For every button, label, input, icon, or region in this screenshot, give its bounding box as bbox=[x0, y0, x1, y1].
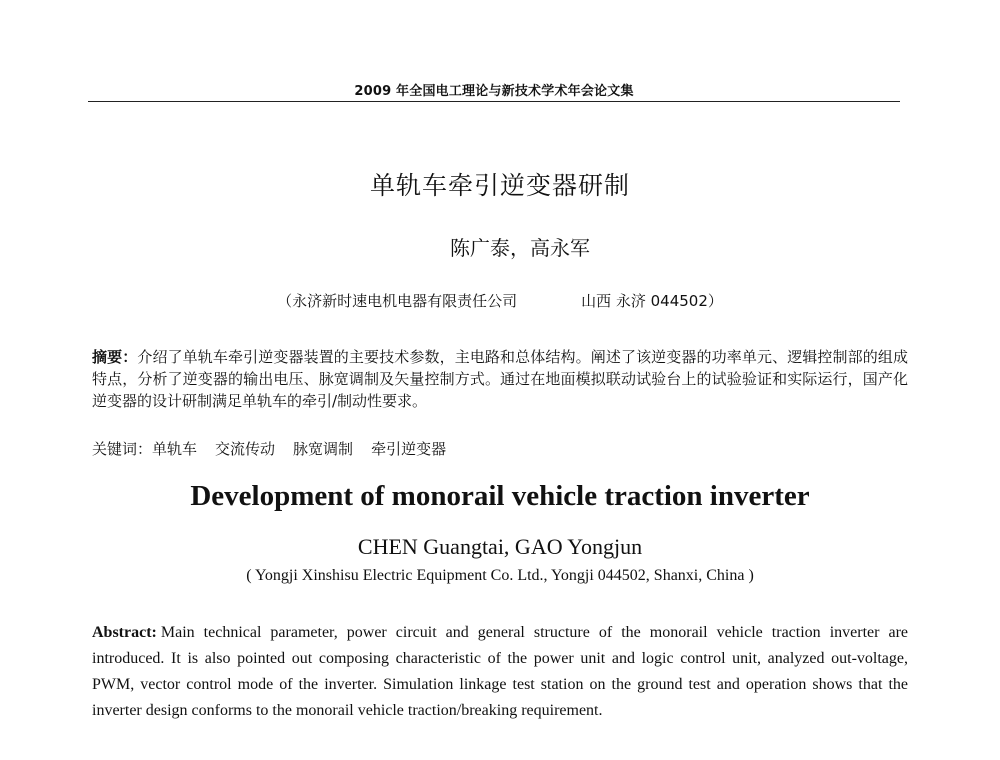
affiliation-location: 山西 永济 044502） bbox=[581, 292, 723, 310]
abstract-english-label: Abstract: bbox=[92, 624, 157, 641]
abstract-english-text: Main technical parameter, power circuit and general structure of the monorail vehicle traction inverter are introduced. It is also pointed out composing characteristic of the power unit and logic control unit, analyzed out-voltage, PWM, vector control mode of the inverter. Simulation linkage test station on the ground test and operation shows that the inverter design conforms to the monorail vehicle traction/breaking requirement. bbox=[92, 624, 908, 719]
abstract-chinese-label: 摘要： bbox=[92, 348, 138, 366]
abstract-english bbox=[92, 620, 908, 724]
keywords-chinese bbox=[92, 438, 908, 459]
keyword-item: 交流传动 bbox=[215, 440, 276, 458]
authors-chinese: 陈广泰，高永军 bbox=[450, 236, 590, 260]
header-rule bbox=[88, 101, 900, 102]
affiliation-english: ( Yongji Xinshisu Electric Equipment Co. Ltd., Yongji 044502, Shanxi, China ) bbox=[246, 567, 754, 584]
keyword-item: 牵引逆变器 bbox=[371, 440, 447, 458]
abstract-chinese-text: 介绍了单轨车牵引逆变器装置的主要技术参数，主电路和总体结构。阐述了该逆变器的功率单元、逻辑控制部的组成特点，分析了逆变器的输出电压、脉宽调制及矢量控制方式。通过在地面模拟联动试验台上的试验验证和实际运行，国产化逆变器的设计研制满足单轨车的牵引/制动性要求。 bbox=[92, 348, 908, 410]
abstract-chinese bbox=[92, 346, 908, 412]
keyword-item: 单轨车 bbox=[152, 440, 198, 458]
keywords-label: 关键词： bbox=[92, 440, 153, 458]
keyword-item: 脉宽调制 bbox=[293, 440, 354, 458]
affiliation-chinese bbox=[0, 290, 1000, 311]
title-english: Development of monorail vehicle traction inverter bbox=[190, 480, 810, 512]
title-chinese: 单轨车牵引逆变器研制 bbox=[369, 171, 630, 200]
authors-english: CHEN Guangtai, GAO Yongjun bbox=[357, 534, 643, 559]
running-header: 2009 年全国电工理论与新技术学术年会论文集 bbox=[354, 84, 634, 99]
affiliation-company: （永济新时速电机电器有限责任公司 bbox=[277, 292, 518, 310]
